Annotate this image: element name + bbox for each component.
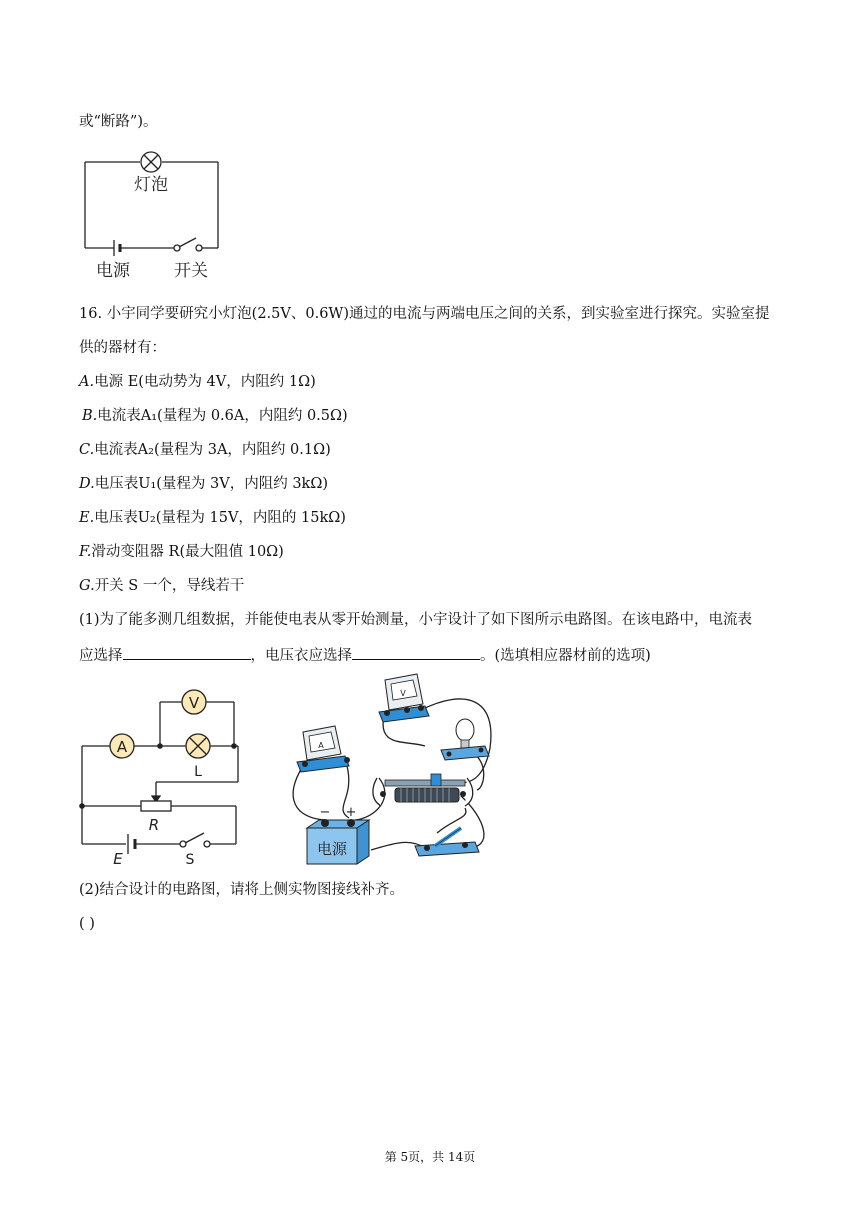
part2-text: (2)结合设计的电路图，请将上侧实物图接线补齐。 — [79, 882, 405, 898]
bulb-label: 灯泡 — [134, 175, 168, 195]
answer-parentheses[interactable]: ( ) — [79, 916, 95, 932]
equipment-item-e — [79, 508, 346, 528]
apparatus-illustration — [285, 668, 500, 870]
continued-text: 或“断路”)。 — [79, 114, 158, 130]
rheostat-label: R — [148, 816, 160, 834]
item-letter: G. — [79, 578, 95, 594]
equipment-item-d — [79, 474, 328, 494]
voltmeter-answer-blank[interactable] — [352, 644, 480, 660]
physical-source-label: 电源 — [316, 840, 348, 858]
q16-intro-line1: 16. 小宇同学要研究小灯泡(2.5V、0.6W)通过的电流与两端电压之间的关系，到实验室进行探究。实验室提 — [79, 306, 770, 322]
equipment-item-a — [79, 372, 316, 392]
item-letter: F. — [79, 544, 92, 560]
q16-intro-line2: 供的器材有： — [79, 340, 166, 356]
item-text: 电压表U₁(量程为 3V，内阻约 3kΩ) — [94, 476, 329, 492]
part1-line2 — [79, 644, 651, 666]
equipment-item-b — [82, 406, 348, 426]
simple-circuit-diagram — [78, 150, 228, 282]
item-letter: D. — [79, 476, 95, 492]
source-plus-sign: + — [345, 805, 357, 820]
voltmeter-symbol: V — [188, 694, 200, 712]
source-label: 电源 — [96, 261, 130, 281]
part1-line1: (1)为了能多测几组数据，并能使电表从零开始测量，小宇设计了如下图所示电路图。在该电路中，电流表 — [79, 612, 753, 628]
physical-ammeter-letter: A — [318, 741, 324, 750]
item-letter: B. — [82, 408, 98, 424]
source-minus-sign: − — [319, 805, 331, 820]
item-text: 开关 S 一个，导线若干 — [94, 578, 245, 594]
switch-label: 开关 — [174, 261, 208, 281]
emf-label: E — [113, 850, 123, 868]
item-text: 电流表A₁(量程为 0.6A，内阻约 0.5Ω) — [97, 408, 348, 424]
item-letter: A. — [79, 374, 95, 390]
schematic-circuit-diagram — [78, 684, 248, 870]
ammeter-answer-blank[interactable] — [123, 644, 251, 660]
equipment-item-g — [79, 576, 244, 596]
physical-voltmeter-label: V — [400, 689, 406, 698]
item-text: 电压表U₂(量程为 15V，内阻的 15kΩ) — [94, 510, 346, 526]
equipment-item-c — [79, 440, 331, 460]
equipment-item-f — [79, 542, 284, 562]
item-text: 电源 E(电动势为 4V，内阻约 1Ω) — [94, 374, 316, 390]
page-footer: 第 5页，共 14页 — [384, 1150, 476, 1164]
item-letter: C. — [79, 442, 95, 458]
ammeter-symbol: A — [116, 738, 128, 756]
part1-text-a: 应选择 — [79, 648, 123, 664]
switch-label: S — [185, 852, 195, 868]
part1-text-b: ，电压衣应选择 — [250, 648, 352, 664]
lamp-label: L — [194, 764, 202, 780]
part1-text-c: 。(选填相应器材前的选项) — [480, 648, 651, 664]
item-text: 滑动变阻器 R(最大阻值 10Ω) — [91, 544, 284, 560]
item-text: 电流表A₂(量程为 3A，内阻约 0.1Ω) — [94, 442, 331, 458]
item-letter: E. — [79, 510, 95, 526]
